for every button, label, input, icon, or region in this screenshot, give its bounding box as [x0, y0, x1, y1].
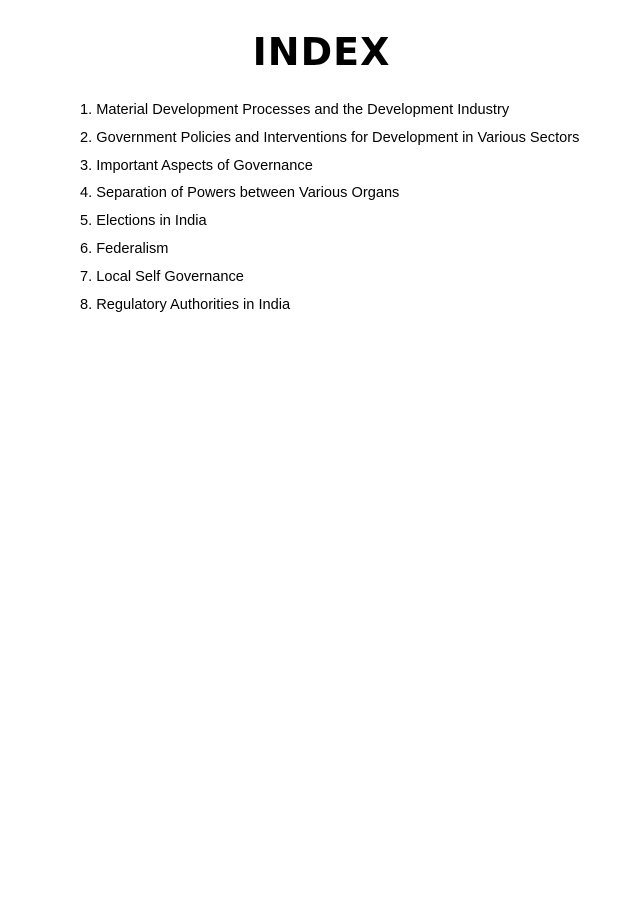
- index-item-3: [80, 156, 635, 176]
- index-item-2: [80, 128, 635, 148]
- index-item-number: 4.: [80, 185, 93, 202]
- index-item-label: Important Aspects of Governance: [96, 157, 313, 174]
- index-item-number: 5.: [80, 213, 93, 230]
- index-item-4: [80, 183, 635, 203]
- index-item-number: 3.: [80, 157, 97, 174]
- page-title: INDEX: [252, 30, 391, 74]
- index-item-label: Elections in India: [92, 213, 207, 230]
- index-item-number: 2.: [80, 129, 93, 146]
- index-item-7: [80, 267, 635, 287]
- index-item-number: 8.: [80, 296, 93, 313]
- index-item-6: [80, 239, 635, 259]
- index-item-number: 7.: [80, 268, 93, 285]
- index-item-label: Material Development Processes and the Development Industry: [96, 102, 510, 118]
- index-item-label: Government Policies and Interventions for Development in Various Sectors: [92, 129, 580, 146]
- index-item-label: Regulatory Authorities in India: [92, 296, 291, 313]
- index-item-8: [80, 295, 635, 315]
- index-item-1: [80, 100, 635, 120]
- index-item-number: 1.: [80, 102, 97, 118]
- index-item-label: Separation of Powers between Various Organs: [92, 185, 400, 202]
- index-item-number: 6.: [80, 240, 93, 257]
- index-item-label: Federalism: [92, 240, 169, 257]
- index-list: [80, 100, 635, 322]
- index-item-label: Local Self Governance: [92, 268, 244, 285]
- index-item-5: [80, 211, 635, 231]
